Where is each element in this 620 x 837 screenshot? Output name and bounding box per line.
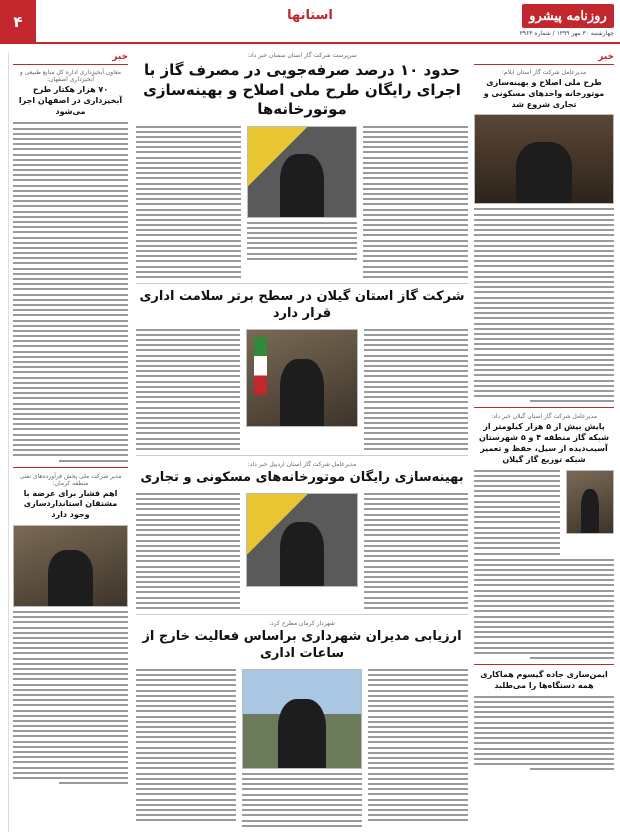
right-story1-kicker: مدیرعامل شرکت گاز استان ایلام: [501, 69, 587, 76]
right-story2-body-top [474, 470, 560, 555]
left-story2-title: اهم فشار برای عرضه با مشتقان استانداردسازی وجود دارد [23, 488, 118, 520]
main-story4-body-mid [242, 773, 362, 827]
main-story4-body-right [368, 669, 468, 827]
main-story4-title: ارزیابی مدیران شهرداری براساس فعالیت خارج از ساعات اداری [142, 629, 462, 661]
main-story2-body-left [136, 329, 240, 450]
main-column [136, 52, 468, 832]
left-column [8, 52, 128, 832]
page-number: ۴ [0, 0, 36, 44]
main-story1-title: حدود ۱۰ درصد صرفه‌جویی در مصرف گاز با اجرای رایگان طرح ملی اصلاح و بهینه‌سازی موتورخانه‌ها [143, 61, 461, 118]
section-title: استانها [287, 8, 333, 23]
main-story4-body-left [136, 669, 236, 827]
right-story2-body [474, 559, 614, 660]
main-story1-photo [247, 126, 357, 218]
left-story1-kicker: معاون آبخیزداری اداره کل منابع طبیعی و آبخیزداری اصفهان: [19, 69, 122, 83]
main-story4-photo [242, 669, 362, 769]
main-story2-photo [246, 329, 358, 427]
right-story2-kicker: مدیرعامل شرکت گاز استان گیلان خبر داد: [491, 413, 597, 421]
main-story3-body-right [364, 493, 468, 609]
main-story2-title: شرکت گاز استان گیلان در سطح برتر سلامت اداری قرار دارد [139, 288, 465, 321]
main-story4-kicker: شهردار کرمان مطرح کرد: [269, 620, 335, 628]
right-story1-photo [474, 114, 614, 204]
main-story1-body-mid [247, 222, 357, 260]
main-story1-kicker: سرپرست شرکت گاز استان سمنان خبر داد: [247, 52, 357, 59]
right-story3-body [474, 696, 614, 771]
right-story1-title: طرح ملی اصلاح و بهینه‌سازی موتورخانه واحدهای مسکونی و تجاری شروع شد [483, 78, 605, 109]
main-story3-photo [246, 493, 358, 587]
main-story3-body-left [136, 493, 240, 609]
right-story1-body [474, 208, 614, 402]
left-story1-title: ۷۰ هزار هکتار طرح آبخیزداری در اصفهان اجرا می‌شود [18, 85, 123, 116]
main-story2-body-right [364, 329, 468, 450]
left-section-tag: خبر [13, 52, 128, 65]
right-story2-title: پایش بیش از ۵ هزار کیلومتر از شبکه گاز منطقه ۴ و ۵ شهرستان آسیب‌دیده از سیل، حفظ و تعمیر شبکه توزیع گاز گیلان [478, 422, 610, 464]
left-story2-body [13, 611, 128, 784]
right-column [474, 52, 614, 832]
main-story3-title: بهینه‌سازی رایگان موتورخانه‌های مسکونی و تجاری [140, 470, 464, 486]
main-story1-body-left [136, 126, 241, 278]
right-story2-photo [566, 470, 614, 534]
right-story3-title: ایمن‌سازی جاده گیسوم هماکاری همه دستگاه‌ها را می‌طلبد [480, 670, 608, 690]
dateline: چهارشنبه ۳۰ مهر ۱۳۹۹ / شماره ۳۹۶۴ [519, 30, 614, 37]
masthead [0, 0, 620, 44]
left-story1-body [13, 122, 128, 461]
left-story2-kicker: مدیر شرکت ملی پخش فرآورده‌های نفتی منطقه کرمان: [19, 472, 122, 487]
left-story2-photo [13, 525, 128, 607]
main-story3-kicker: مدیرعامل شرکت گاز استان اردبیل خبر داد: [247, 461, 357, 469]
newspaper-logo: روزنامه پیشرو [522, 4, 614, 28]
main-story1-body-right [363, 126, 468, 278]
right-section-tag: خبر [474, 52, 614, 65]
